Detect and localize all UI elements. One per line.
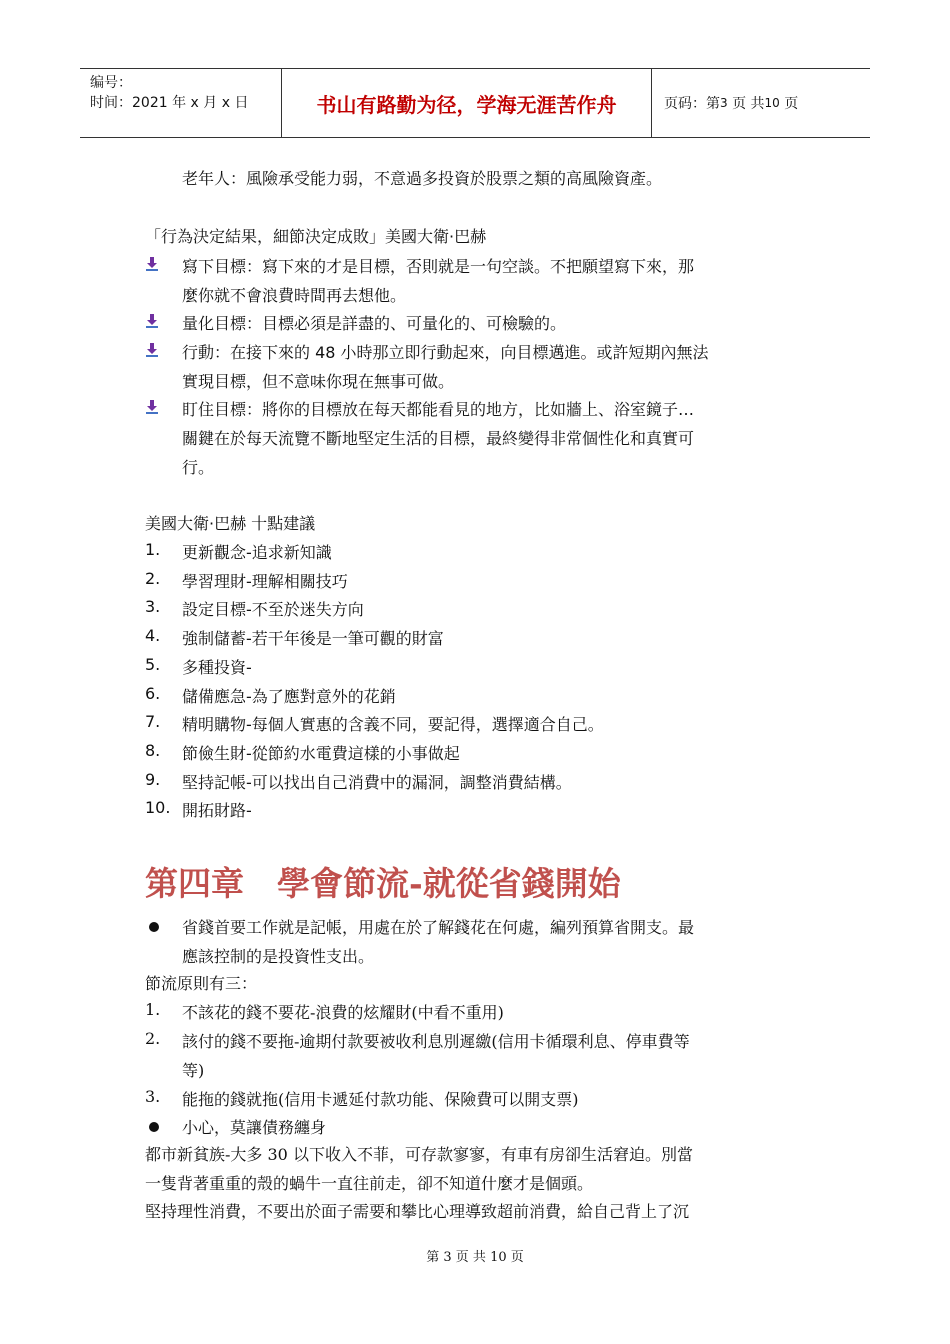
advice-title: 美國大衛·巴赫 十點建議 [145,514,316,533]
page-header [80,68,870,138]
header-page-info: 页码：第 3 页 共 10 页 [664,96,799,112]
arrow-bullet-icon [145,400,159,414]
list-item: 多種投資- [182,658,252,677]
footer-page-total: 10 [490,1250,507,1265]
list-item: 開拓財路- [182,801,252,820]
paragraph-line: 一隻背著重重的殼的蝸牛一直往前走，卻不知道什麼才是個頭。 [145,1174,594,1193]
bullet-dot-icon [149,922,159,932]
paragraph-line: 堅持理性消費，不要出於面子需要和攀比心理導致超前消費，給自己背上了沉 [145,1202,690,1221]
list-item: 學習理財-理解相關技巧 [182,572,348,591]
header-motto: 书山有路勤为径，学海无涯苦作舟 [282,69,652,137]
list-item: 堅持記帳-可以找出自己消費中的漏洞，調整消費結構。 [182,773,572,792]
arrow-bullet-icon [145,257,159,271]
list-item: 儲備應急-為了應對意外的花銷 [182,687,396,706]
list-item: 設定目標-不至於迷失方向 [182,600,364,619]
chapter-heading: 第四章 學會節流-就從省錢開始 [145,864,621,903]
intro-line: 老年人：風險承受能力弱，不意過多投資於股票之類的高風險資產。 [182,169,663,188]
list-item-continued: 等) [182,1061,205,1080]
header-page-total: 10 [764,96,780,110]
bullet-dot-icon [149,1122,159,1132]
list-item: 精明購物-每個人實惠的含義不同，要記得，選擇適合自己。 [182,715,604,734]
arrow-bullet-icon [145,343,159,357]
list-item: 更新觀念-追求新知識 [182,543,332,562]
header-date: 时间：2021 年 x 月 x 日 [90,95,249,111]
list-item: 不該花的錢不要花-浪費的炫耀財(中看不重用) [182,1003,504,1022]
header-meta [80,69,282,137]
quote-line: 「行為決定結果，細節決定成敗」美國大衛·巴赫 [145,227,487,246]
header-page-number: 3 [720,96,728,110]
list-item: 該付的錢不要拖-逾期付款要被收利息別遲繳(信用卡循環利息、停車費等 [182,1032,690,1051]
document-page: 编号： 时间：2021 年 x 月 x 日 书山有路勤为径，学海无涯苦作舟 页码：第 3 页 共 10 页 老年人：風險承受能力弱，不意過多投資於股票之類的高風險資產。 「行為決定結果，細節決定成敗」美國大衛·巴赫 寫下目標：寫下來的才是目標，否則就是一句空談。不把願望寫下來，那 麼你就不會浪費時間再去想他。 量化目標：目標必須是詳盡的、可量化的、可檢驗的。 行動：在接下來的 48 小時那立即行動起來，向目標邁進。或許短期內無法 實現目標，但不意味你現在無事可做。 盯住目標：將你的目標放在每天都能看見的地方，比如牆上、浴室鏡子… 關鍵在於每天流覽不斷地堅定生活的目標，最終變得非常個性化和真實可 行。 美國大衛·巴赫 十點建議 1. 更新觀念-追求新知識 2. 學習理財-理解相關技巧 3. 設定目標-不至於迷失方向 4. 強制儲蓄-若干年後是一筆可觀的財富 5. 多種投資- 6. 儲備應急-為了應對意外的花銷 7. 精明購物-每個人實惠的含義不同，要記得，選擇適合自己。 8. 節儉生財-從節約水電費這樣的小事做起 9. 堅持記帳-可以找出自己消費中的漏洞，調整消費結構。 10. 開拓財路- 第四章 學會節流-就從省錢開始 省錢首要工作就是記帳，用處在於了解錢花在何處，編列預算省開支。最 應該控制的是投資性支出。 節流原則有三： 1. 不該花的錢不要花-浪費的炫耀財(中看不重用) 2. 該付的錢不要拖-逾期付款要被收利息別遲繳(信用卡循環利息、停車費等 等) 3. 能拖的錢就拖(信用卡遞延付款功能、保險費可以開支票) 小心，莫讓債務纏身 都市新貧族-大多 30 以下收入不菲，可存款寥寥，有車有房卻生活窘迫。別當 一隻背著重重的殼的蝸牛一直往前走，卻不知道什麼才是個頭。 堅持理性消費，不要出於面子需要和攀比心理導致超前消費，給自己背上了沉 第 3 页 共 10 页 [0,0,950,1344]
list-item: 節儉生財-從節約水電費這樣的小事做起 [182,744,460,763]
page-footer: 第 3 页 共 10 页 [426,1250,524,1265]
footer-page-number: 3 [443,1250,452,1265]
principles-intro: 節流原則有三： [145,974,258,993]
arrow-bullet-icon [145,314,159,328]
header-serial: 编号： [90,75,132,91]
list-item: 能拖的錢就拖(信用卡遞延付款功能、保險費可以開支票) [182,1090,579,1109]
paragraph-line: 都市新貧族-大多 30 以下收入不菲，可存款寥寥，有車有房卻生活窘迫。別當 [145,1145,693,1164]
list-item: 強制儲蓄-若干年後是一筆可觀的財富 [182,629,444,648]
